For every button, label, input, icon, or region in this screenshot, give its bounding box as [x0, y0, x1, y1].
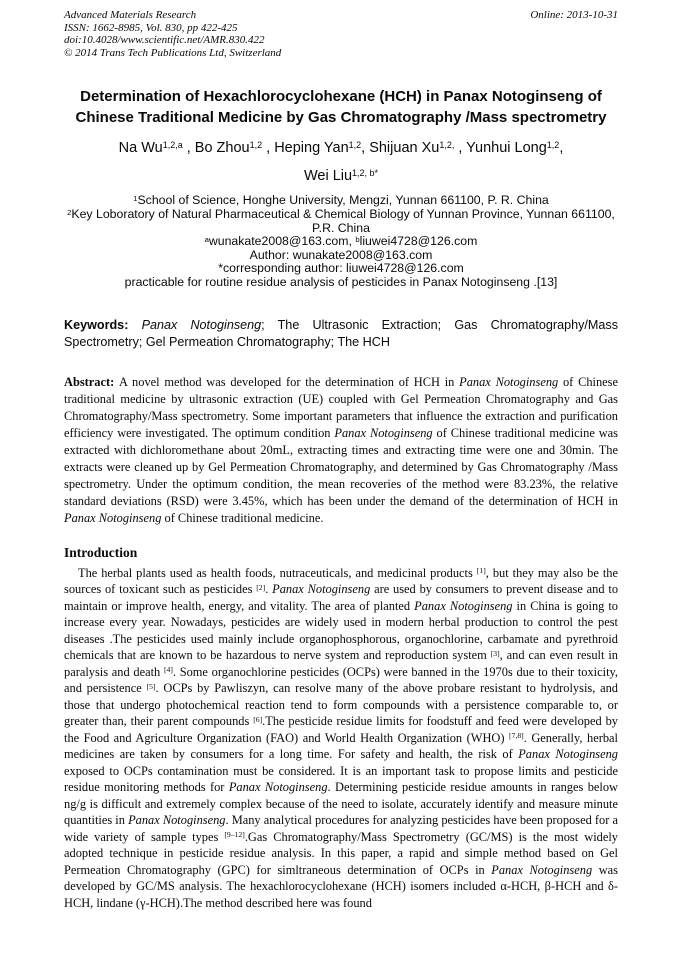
online-date: Online: 2013-10-31: [530, 9, 618, 21]
paper-title: Determination of Hexachlorocyclohexane (HCH) in Panax Notoginseng of Chinese Traditional Medicine by Gas Chromatography /Mass spectrometry: [75, 88, 607, 127]
keywords-paragraph: Keywords: Panax Notoginseng; The Ultrasonic Extraction; Gas Chromatography/Mass Spectrometry; Gel Permeation Chromatography; The HCH: [64, 317, 618, 349]
corresponding-author-line: *corresponding author: liuwei4728@126.com: [218, 261, 464, 276]
abstract-paragraph: Abstract: A novel method was developed for the determination of HCH in Panax Notoginseng of Chinese traditional medicine by ultrasonic extraction (UE) coupled with Gel Permeation Chromatography and Gas Chromatography/Mass spectrometry. Some important parameters that influence the extraction and purification efficiency were investigated. The optimum condition Panax Notoginseng of Chinese traditional medicine was extracted with dichloromethane about 20mL, extracting times and extracting time were one and 30min. The extracts were cleaned up by Gel Permeation Chromatography, and determined by Gas Chromatography /Mass spectrometry. Under the optimum condition, the mean recoveries of the method were 83.23%, the relative standard deviations (RSD) were 3.45%, which has been under the demand of the determination of HCH in Panax Notoginseng of Chinese traditional medicine.: [64, 374, 618, 525]
introduction-paragraph: The herbal plants used as health foods, nutraceuticals, and medicinal products [1], but they may also be the sources of toxicant such as pesticides [2]. Panax Notoginseng are used by consumers to prevent disease and to maintain or improve health, energy, and vitality. The area of planted Panax Notoginseng in China is going to increase every year. Nowadays, pesticides are widely used in modern herbal production to control the pest diseases .The pesticides used mainly include organophosphorous, organochlorine, carbamate and pyrethroid chemicals that are known to be hazardous to nerve system and reproduction system [3], and can even result in paralysis and death [4]. Some organochlorine pesticides (OCPs) were banned in the 1970s due to their toxicity, and persistence [5]. OCPs by Pawliszyn, can resolve many of the above probare resistant to hydrolysis, and those that undergo photochemical reaction tend to form compounds with a persistence comparable to, or greater than, their parent compounds [6].The pesticide residue limits for foodstuff and feed were developed by the Food and Agriculture Organization (FAO) and World Health Organization (WHO) [7,8]. Generally, herbal medicines are taken by consumers for a long time. For safety and health, the risk of Panax Notoginseng exposed to OCPs contamination must be considered. It is an important task to propose limits and pesticide residue monitoring methods for Panax Notoginseng. Determining pesticide residue amounts in ranges below ng/g is difficult and extremely complex because of the need to isolate, accurately identify and measure minute quantities in Panax Notoginseng. Many analytical procedures for analyzing pesticides have been proposed for a wide variety of sample types [9–12].Gas Chromatography/Mass Spectrometry (GC/MS) is the most widely adopted technique in pesticide residue analysis. In this paper, a rapid and simple method based on Gel Permeation Chromatography (GPC) for simltraneous determination of OCPs in Panax Notoginseng was developed by GC/MS analysis. The hexachlorocyclohexane (HCH) isomers included α-HCH, β-HCH and δ-HCH, lindane (γ-HCH).The method described here was found: [64, 565, 619, 910]
stray-text-line: practicable for routine residue analysis of pesticides in Panax Notoginseng .[13]: [124, 274, 558, 289]
affiliation-1: $^1$School of Science, Honghe University, Mengzi, Yunnan 661100, P. R. China: [133, 193, 549, 208]
journal-name: Advanced Materials Research: [64, 9, 197, 21]
affiliation-2: $^2$Key Loboratory of Natural Pharmaceutical & Chemical Biology of Yunnan Province, Yunnan 661100, P.R. China: [67, 206, 615, 235]
author-emails: $^a$wunakate2008@163.com, $^b$liuwei4728@126.com: [204, 234, 478, 249]
issn-line: ISSN: 1662-8985, Vol. 830, pp 422-425: [64, 21, 238, 34]
authors-line-1: Na Wu$^{1,2,a}$ , Bo Zhou$^{1,2}$ , Heping Yan$^{1,2}$, Shijuan $Xu^{1,2,}$ , Yunhui Long$^{1,2}$,: [118, 140, 564, 157]
authors-line-2: Wei Liu$^{1,2, b*}$: [303, 168, 379, 185]
doi-line: doi:10.4028/www.scientific.net/AMR.830.422: [64, 34, 265, 47]
copyright-line: © 2014 Trans Tech Publications Ltd, Switzerland: [64, 46, 282, 59]
affiliations-block: [64, 194, 618, 289]
journal-info-block: [64, 9, 281, 59]
section-heading-introduction: Introduction: [64, 544, 138, 560]
journal-header: [64, 9, 618, 59]
author-email-line: Author: wunakate2008@163.com: [249, 247, 433, 262]
